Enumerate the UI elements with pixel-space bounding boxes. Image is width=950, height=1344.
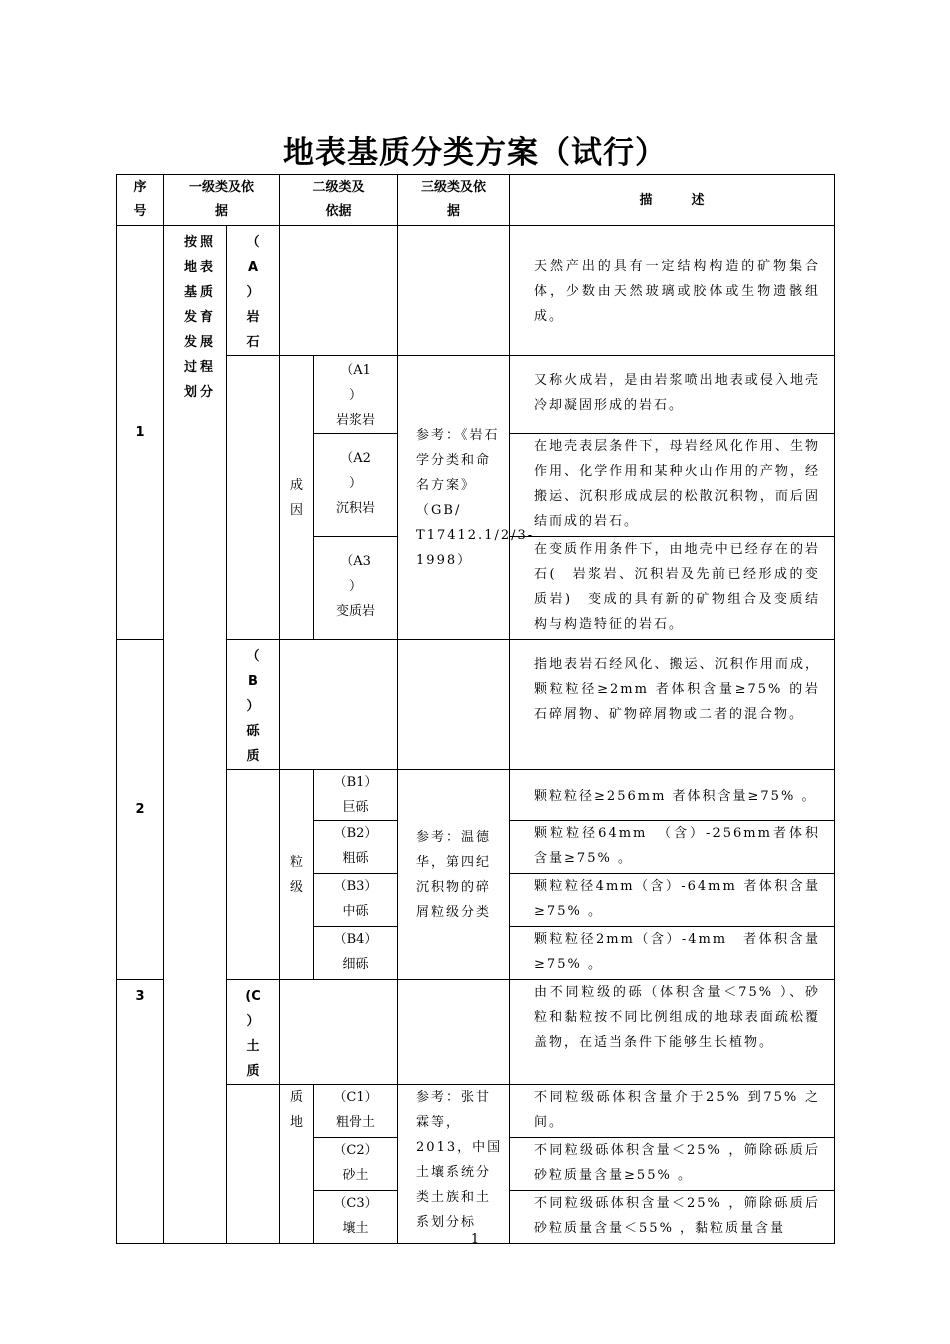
header-level3: 三级类及依据 <box>398 175 510 226</box>
desc-c3: 不同粒级砾体积含量＜25% ，筛除砾质后砂粒质量含量＜55% ，黏粒质量含量 <box>510 1191 835 1244</box>
desc-a: 天然产出的具有一定结构构造的矿物集合体，少数由天然玻璃或胶体或生物遗骸组成。 <box>510 226 835 356</box>
code-b4 <box>314 927 398 980</box>
code-line: 中砾 <box>342 904 369 919</box>
row-a-main <box>117 226 835 356</box>
level3-empty <box>398 640 510 770</box>
level1-empty <box>227 1085 280 1244</box>
code-line: 岩浆岩 <box>336 413 376 428</box>
basis-line: 发育 <box>184 310 217 325</box>
code-line: ） <box>349 476 363 491</box>
name-line: （ <box>246 649 260 664</box>
name-line: 石 <box>246 335 260 350</box>
level2-empty <box>280 980 398 1085</box>
code-line: 壤土 <box>342 1221 369 1236</box>
level3-empty <box>398 980 510 1085</box>
page-title: 地表基质分类方案（试行） <box>283 135 667 171</box>
code-a2 <box>314 434 398 537</box>
code-b3 <box>314 874 398 927</box>
desc-c1: 不同粒级砾体积含量介于25% 到75% 之间。 <box>510 1085 835 1138</box>
group-label-line: 粒 <box>290 854 304 870</box>
name-line: (C <box>245 989 261 1004</box>
code-line: （C2） <box>333 1143 378 1158</box>
desc-b: 指地表岩石经风化、搬运、沉积作用而成，颗粒粒径≥2mm 者体积含量≥75% 的岩石碎屑物、矿物碎屑物或二者的混合物。 <box>510 640 835 770</box>
code-b1 <box>314 770 398 821</box>
code-line: 沉积岩 <box>336 501 376 516</box>
classification-table <box>116 174 835 1244</box>
level1-empty <box>227 770 280 980</box>
code-line: 变质岩 <box>336 604 376 619</box>
header-row <box>117 175 835 226</box>
desc-a3: 在变质作用条件下，由地壳中已经存在的岩石( 岩浆岩、沉积岩及先前已经形成的变质岩) 变成的具有新的矿物组合及变质结构与构造特征的岩石。 <box>510 537 835 640</box>
group-label-line: 地 <box>290 1115 304 1130</box>
group-label-line: 因 <box>290 502 304 518</box>
basis-line: 过程 <box>184 360 217 375</box>
desc-b1: 颗粒粒径≥256mm 者体积含量≥75% 。 <box>510 770 835 821</box>
desc-a1: 又称火成岩，是由岩浆喷出地表或侵入地壳冷却凝固形成的岩石。 <box>510 356 835 434</box>
name-line: A <box>247 260 259 275</box>
desc-b3: 颗粒粒径4mm（含）-64mm 者体积含量≥75% 。 <box>510 874 835 927</box>
desc-a2: 在地壳表层条件下，母岩经风化作用、生物作用、化学作用和某种火山作用的产物，经搬运、沉积形成成层的松散沉积物，而后固结而成的岩石。 <box>510 434 835 537</box>
code-c1 <box>314 1085 398 1138</box>
code-c2 <box>314 1138 398 1191</box>
basis-line: 按照 <box>184 235 217 250</box>
group-label-origin <box>280 356 314 640</box>
code-line: （B3） <box>333 879 378 894</box>
basis-line: 划分 <box>184 385 217 400</box>
code-line: 细砾 <box>342 957 369 972</box>
name-line: ） <box>246 285 260 300</box>
level1-name-a <box>227 226 280 356</box>
name-line: 质 <box>246 749 260 764</box>
name-line: 岩 <box>246 310 260 325</box>
name-line: ） <box>246 1014 260 1029</box>
code-b2 <box>314 821 398 874</box>
reference-a: 参考：《岩石学分类和命名方案》（GB/ T17412.1/2/3-1998） <box>398 356 510 640</box>
desc-b2: 颗粒粒径64mm （含）-256mm者体积含量≥75% 。 <box>510 821 835 874</box>
basis-line: 发展 <box>184 335 217 350</box>
header-seq-line1: 序 <box>133 180 147 195</box>
level1-name-c <box>227 980 280 1085</box>
name-line: B <box>248 674 258 689</box>
level1-basis <box>164 226 227 1244</box>
code-line: ） <box>349 388 363 403</box>
header-desc: 描 述 <box>510 175 835 226</box>
group-label-grade <box>280 770 314 980</box>
code-line: （B4） <box>333 932 378 947</box>
code-line: （C3） <box>333 1196 378 1211</box>
seq-1: 1 <box>117 226 164 640</box>
desc-c2: 不同粒级砾体积含量＜25% ，筛除砾质后砂粒质量含量≥55% 。 <box>510 1138 835 1191</box>
code-line: 粗砾 <box>342 851 369 866</box>
desc-c: 由不同粒级的砾（体积含量＜75% ）、砂粒和黏粒按不同比例组成的地球表面疏松覆盖物，在适当条件下能够生长植物。 <box>510 980 835 1085</box>
seq-2: 2 <box>117 640 164 980</box>
header-level2: 二级类及依据 <box>280 175 398 226</box>
level1-empty <box>227 356 280 640</box>
code-a1 <box>314 356 398 434</box>
code-line: 砂土 <box>342 1168 369 1183</box>
group-label-texture <box>280 1085 314 1244</box>
reference-b: 参考：温德华，第四纪沉积物的碎屑粒级分类 <box>398 770 510 980</box>
header-seq <box>117 175 164 226</box>
level2-empty <box>280 226 398 356</box>
level1-name-b <box>227 640 280 770</box>
code-a3 <box>314 537 398 640</box>
name-line: （ <box>246 235 260 250</box>
group-label-line: 级 <box>290 879 304 895</box>
seq-3: 3 <box>117 980 164 1244</box>
name-line: 土 <box>246 1039 260 1054</box>
code-line: 粗骨土 <box>336 1115 376 1130</box>
reference-c: 参考：张甘霖等，2013，中国土壤系统分类土族和土系划分标 <box>398 1085 510 1244</box>
group-label-line: 质 <box>290 1090 304 1105</box>
name-line: 质 <box>246 1064 260 1079</box>
group-label-line: 成 <box>290 477 304 493</box>
level3-empty <box>398 226 510 356</box>
code-line: 巨砾 <box>342 800 369 815</box>
code-line: （A1 <box>340 363 371 378</box>
desc-b4: 颗粒粒径2mm（含）-4mm 者体积含量≥75% 。 <box>510 927 835 980</box>
header-level1: 一级类及依据 <box>164 175 280 226</box>
code-line: （A2 <box>340 451 371 466</box>
level2-empty <box>280 640 398 770</box>
basis-line: 基质 <box>184 285 217 300</box>
code-line: ） <box>349 579 363 594</box>
code-line: （A3 <box>340 554 371 569</box>
page-number: 1 <box>470 1232 480 1247</box>
code-line: （B1） <box>333 775 378 790</box>
code-line: （B2） <box>333 826 378 841</box>
header-seq-line2: 号 <box>133 204 147 219</box>
code-line: （C1） <box>333 1090 378 1105</box>
basis-line: 地表 <box>184 260 217 275</box>
name-line: ） <box>246 699 260 714</box>
name-line: 砾 <box>246 724 260 739</box>
